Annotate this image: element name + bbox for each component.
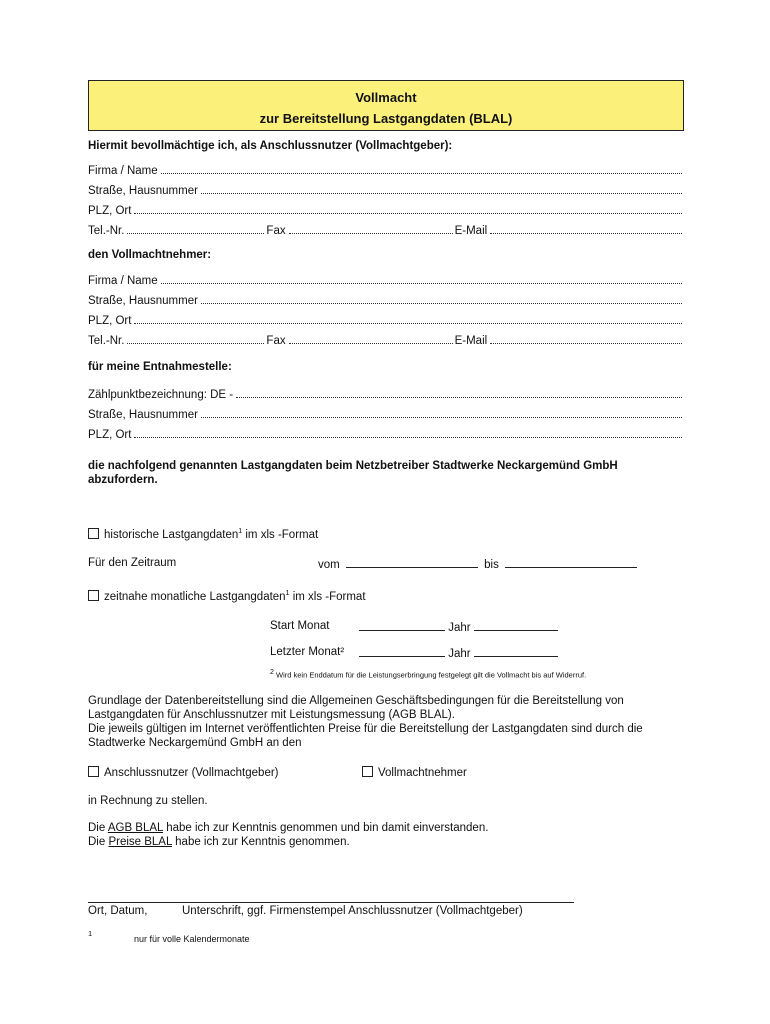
field-label: Tel.-Nr. [88,335,125,347]
option-monthly-label: zeitnahe monatliche Lastgangdaten [104,591,286,603]
field-label: Firma / Name [88,165,158,177]
ack-prices-pre: Die [88,836,109,848]
start-year-input[interactable] [474,620,558,631]
taker-fields [88,267,684,347]
last-month-label: Letzter Monat² [270,646,345,658]
bill-suffix: in Rechnung zu stellen. [88,795,208,807]
title-line1: Vollmacht [355,90,417,105]
start-month-fields [359,620,558,634]
fill-line[interactable] [289,343,453,344]
bis-label: bis [484,559,499,571]
giver-firma-row[interactable] [88,157,684,177]
field-label: Straße, Hausnummer [88,409,198,421]
fill-line[interactable] [134,437,682,438]
giver-contact-row[interactable] [88,217,684,237]
option-historic[interactable] [88,528,318,541]
bill-option-1-label: Anschlussnutzer (Vollmachtgeber) [104,767,279,779]
last-year-input[interactable] [474,646,558,657]
checkbox-anschlussnutzer[interactable] [88,766,99,777]
basis-text-block [88,694,688,750]
taker-plz-row[interactable] [88,307,684,327]
field-label: Straße, Hausnummer [88,295,198,307]
vom-input[interactable] [346,557,478,568]
section-heading-giver: Hiermit bevollmächtige ich, als Anschlussnutzer (Vollmachtgeber): [88,140,453,152]
basis-text: Grundlage der Datenbereitstellung sind die Allgemeinen Geschäftsbedingungen für die Bereitstellung von Lastgangdaten für Anschlussnutzer mit Leistungsmessung (AGB BLAL). [88,695,624,721]
option-monthly-suffix: im xls -Format [289,591,366,603]
bill-option-2[interactable] [362,766,467,779]
agb-blal-link[interactable]: AGB BLAL [107,822,164,834]
field-label: Firma / Name [88,275,158,287]
zaehlpunkt-row[interactable] [88,381,684,401]
fill-line[interactable] [289,233,453,234]
bis-input[interactable] [505,557,637,568]
field-label: Tel.-Nr. [88,225,125,237]
prices-text: Die jeweils gültigen im Internet veröffentlichten Preise für die Bereitstellung der Lastgangdaten sind durch die Stadtwerke Neckargemünd GmbH an den [88,723,643,749]
taker-strasse-row[interactable] [88,287,684,307]
preise-blal-link[interactable]: Preise BLAL [108,836,172,848]
point-plz-row[interactable] [88,421,684,441]
fill-line[interactable] [161,283,682,284]
field-label: E-Mail [454,225,488,237]
ack-agb-post: habe ich zur Kenntnis genommen und bin damit einverstanden. [163,822,489,834]
ack-agb-pre: Die [88,822,108,834]
ack-prices [88,836,350,848]
checkbox-monthly[interactable] [88,590,99,601]
period-label: Für den Zeitraum [88,557,177,569]
bill-option-1[interactable] [88,766,279,779]
option-historic-label: historische Lastgangdaten [104,529,239,541]
field-label: PLZ, Ort [88,315,132,327]
field-label: Fax [266,335,286,347]
last-month-fields [359,646,558,660]
fill-line[interactable] [201,417,682,418]
footnote-2-marker: 2 [270,669,274,676]
checkbox-vollmachtnehmer[interactable] [362,766,373,777]
title-box [88,80,684,131]
fill-line[interactable] [134,213,682,214]
request-text: die nachfolgend genannten Lastgangdaten beim Netzbetreiber Stadtwerke Neckargemünd GmbH abzufordern. [88,460,618,486]
fill-line[interactable] [490,343,682,344]
section-heading-taker: den Vollmachtnehmer: [88,249,212,261]
field-label: PLZ, Ort [88,429,132,441]
jahr-label: Jahr [448,648,471,660]
form-page [88,80,684,487]
fill-line[interactable] [134,323,682,324]
title-line2: zur Bereitstellung Lastgangdaten (BLAL) [259,111,513,126]
signature-place-label: Ort, Datum, [88,905,148,917]
giver-strasse-row[interactable] [88,177,684,197]
signature-label: Unterschrift, ggf. Firmenstempel Anschlussnutzer (Vollmachtgeber) [182,905,523,917]
taker-contact-row[interactable] [88,327,684,347]
jahr-label: Jahr [448,622,471,634]
footnote-1-marker: 1 [88,929,93,938]
ack-agb [88,822,488,834]
field-label: Fax [266,225,286,237]
footnote-1-text: nur für volle Kalendermonate [134,934,250,944]
giver-fields [88,157,684,237]
fill-line[interactable] [490,233,682,234]
checkbox-historic[interactable] [88,528,99,539]
start-month-input[interactable] [359,620,445,631]
option-monthly[interactable] [88,590,366,603]
footnote-2-text: Wird kein Enddatum für die Leistungserbringung festgelegt gilt die Vollmacht bis auf Widerruf. [276,670,587,680]
point-strasse-row[interactable] [88,401,684,421]
field-label: Zählpunktbezeichnung: DE - [88,389,234,401]
fill-line[interactable] [201,303,682,304]
ack-prices-post: habe ich zur Kenntnis genommen. [171,836,350,848]
fill-line[interactable] [201,193,682,194]
fill-line[interactable] [161,173,682,174]
point-fields [88,381,684,441]
fill-line[interactable] [127,233,264,234]
footnote-2 [270,669,586,680]
fill-line[interactable] [127,343,264,344]
taker-firma-row[interactable] [88,267,684,287]
option-historic-suffix: im xls -Format [242,529,319,541]
vom-label: vom [318,559,340,571]
field-label: E-Mail [454,335,488,347]
bill-option-2-label: Vollmachtnehmer [378,767,467,779]
footnote-ref: 1 [285,590,290,598]
section-heading-point: für meine Entnahmestelle: [88,361,232,373]
period-range [318,557,637,571]
field-label: Straße, Hausnummer [88,185,198,197]
field-label: PLZ, Ort [88,205,132,217]
last-month-input[interactable] [359,646,445,657]
start-month-label: Start Monat [270,620,330,632]
footnote-ref: 1 [238,528,243,536]
signature-line[interactable] [88,902,574,903]
giver-plz-row[interactable] [88,197,684,217]
fill-line[interactable] [236,397,682,398]
